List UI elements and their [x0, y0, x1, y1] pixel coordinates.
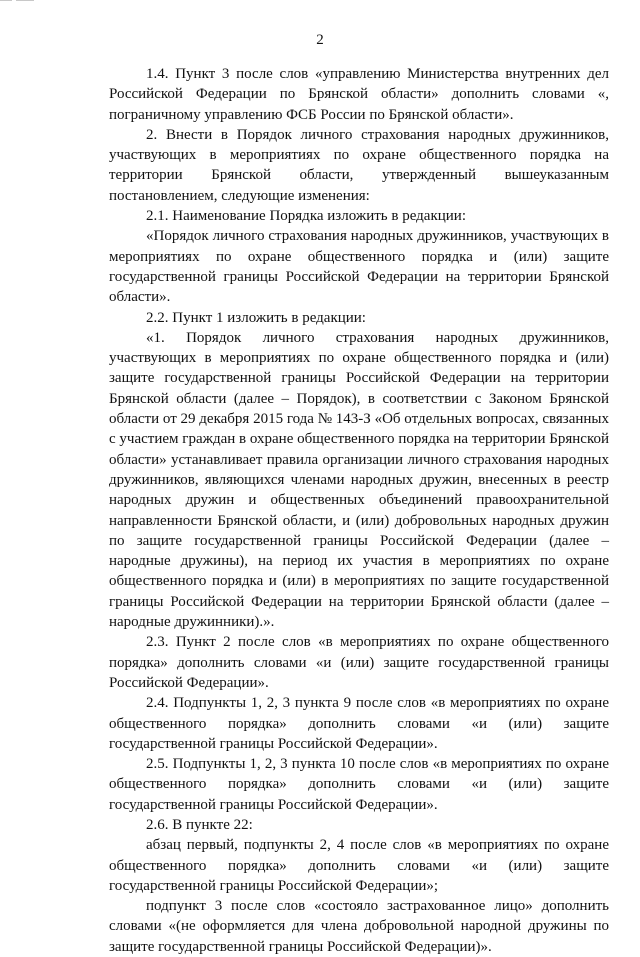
paragraph-2: 2. Внести в Порядок личного страхования народных дружинников, участвующих в мероприятиях по охране общественного порядка на территории Брянской области, утвержденный вышеуказанным постановлением, следующие изменения:	[109, 126, 609, 204]
paragraph-2-6-podpunkt-3: подпункт 3 после слов «состояло застрахованное лицо» дополнить словами «(не оформляется для члена добровольной народной дружины по защите государственной границы Российской Федерации)».	[109, 898, 609, 955]
paragraph-2-6: 2.6. В пункте 22:	[146, 816, 253, 833]
paragraph-2-1: 2.1. Наименование Порядка изложить в редакции:	[146, 208, 467, 225]
paragraph-2-6-abzac: абзац первый, подпункты 2, 4 после слов «в мероприятиях по охране общественного порядка» дополнить словами «и (или) защите государственной границы Российской Федерации»;	[109, 837, 609, 894]
document-body	[109, 64, 609, 957]
scan-corner-mark	[0, 0, 40, 3]
paragraph-2-5: 2.5. Подпункты 1, 2, 3 пункта 10 после слов «в мероприятиях по охране общественного порядка» дополнить словами «и (или) защите государственной границы Российской Федерации».	[109, 756, 609, 813]
page-number: 2	[316, 32, 324, 48]
paragraph-2-4: 2.4. Подпункты 1, 2, 3 пункта 9 после слов «в мероприятиях по охране общественного порядка» дополнить словами «и (или) защите государственной границы Российской Федерации».	[109, 695, 609, 752]
paragraph-2-2: 2.2. Пункт 1 изложить в редакции:	[146, 309, 366, 326]
paragraph-1-4: 1.4. Пункт 3 после слов «управлению Министерства внутренних дел Российской Федерации по Брянской области» дополнить словами «, пограничному управлению ФСБ России по Брянской области».	[109, 66, 609, 123]
paragraph-2-3: 2.3. Пункт 2 после слов «в мероприятиях по охране общественного порядка» дополнить словами «и (или) защите государственной границы Российской Федерации».	[109, 634, 609, 691]
paragraph-2-1-quote: «Порядок личного страхования народных дружинников, участвующих в мероприятиях по охране общественного порядка и (или) защите государственной границы Российской Федерации на территории Брянской области».	[109, 228, 609, 306]
paragraph-2-2-quote: «1. Порядок личного страхования народных дружинников, участвующих в мероприятиях по охране общественного порядка и (или) защите государственной границы Российской Федерации на территории Брянской области (далее – Порядок), в соответствии с Законом Брянской области от 29 декабря 2015 года № 143-З «Об отдельных вопросах, связанных с участием граждан в охране общественного порядка на территории Брянской области» устанавливает правила организации личного страхования народных дружинников, являющихся членами народных дружин, внесенных в реестр народных дружин и общественных объединений правоохранительной направленности Брянской области, и (или) добровольных народных дружин по защите государственной границы Российской Федерации (далее – народные дружины), на период их участия в мероприятиях по охране общественного порядка и (или) в мероприятиях по защите государственной границы Российской Федерации на территории Брянской области (далее – народные дружинники).».	[109, 329, 609, 631]
